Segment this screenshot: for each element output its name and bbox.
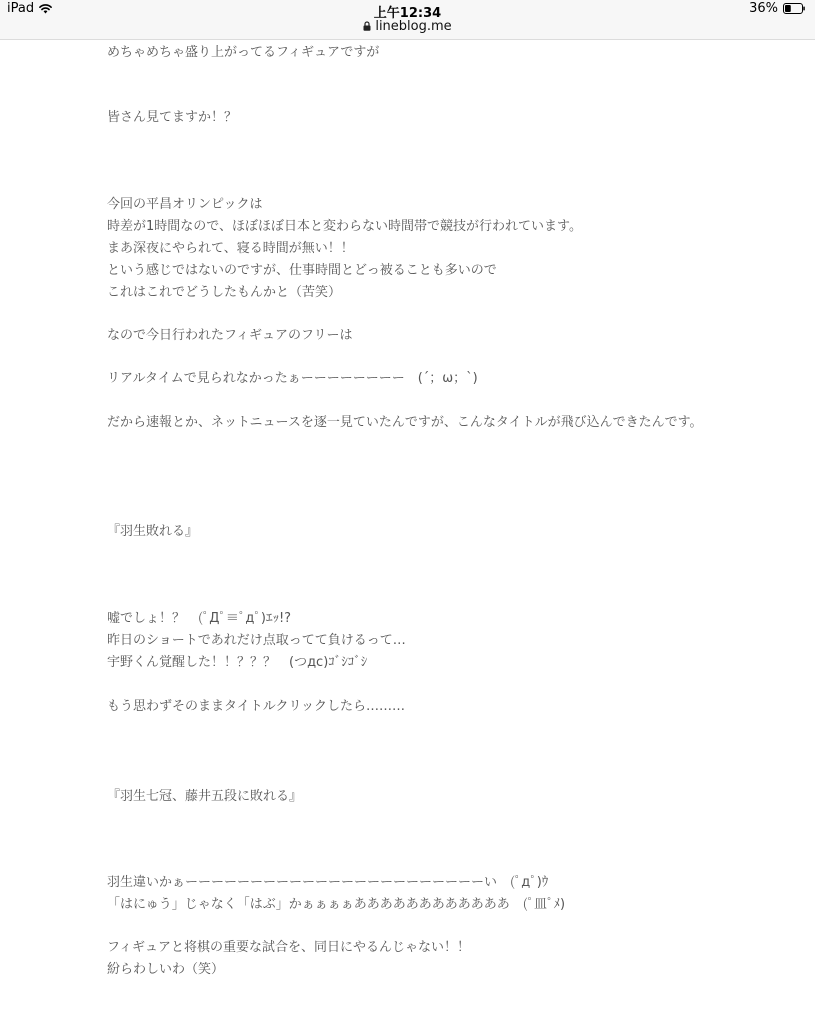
- article-line: だから速報とか、ネットニュースを逐一見ていたんですが、こんなタイトルが飛び込んできたんです。: [107, 415, 703, 430]
- article-line: という感じではないのですが、仕事時間とどっ被ることも多いので: [107, 263, 497, 278]
- article-line: 時差が1時間なので、ほぼほぼ日本と変わらない時間帯で競技が行われています。: [107, 219, 582, 234]
- article-line: まあ深夜にやられて、寝る時間が無い！！: [107, 241, 354, 256]
- article-heading: 『羽生七冠、藤井五段に敗れる』: [107, 789, 303, 804]
- browser-status-bar: [0, 0, 815, 40]
- clock: 上午12:34: [373, 6, 442, 21]
- battery-percent: 36%: [749, 1, 778, 16]
- article-line: フィギュアと将棋の重要な試合を、同日にやるんじゃない！！: [107, 940, 470, 955]
- url-text: lineblog.me: [375, 19, 452, 34]
- battery-icon: [783, 3, 805, 14]
- article-line: 宇野くん覚醒した！！？？？ (つдc)ｺﾞｼｺﾞｼ: [107, 655, 368, 670]
- article-line: 嘘でしょ！？ (ﾟДﾟ≡ﾟдﾟ)ｴｯ!?: [107, 611, 292, 626]
- article-line: なので今日行われたフィギュアのフリーは: [107, 328, 353, 343]
- article-line: 紛らわしいわ（笑）: [107, 962, 225, 977]
- address-bar[interactable]: [0, 19, 815, 34]
- article-line: 羽生違いかぁーーーーーーーーーーーーーーーーーーーーーーーい (ﾟдﾟ)ｳ: [107, 875, 549, 890]
- article-line: これはこれでどうしたもんかと（苦笑）: [107, 285, 342, 300]
- article-line: 皆さん見てますか！？: [107, 110, 238, 125]
- article-line: 「はにゅう」じゃなく「はぶ」かぁぁぁぁああああああああああああ (ﾟ皿ﾟﾒ): [107, 897, 566, 912]
- article-line: もう思わずそのままタイトルクリックしたら………: [107, 699, 405, 714]
- device-name: iPad: [7, 1, 35, 16]
- article-line: リアルタイムで見られなかったぁーーーーーーーー (´；ω；`): [107, 371, 478, 386]
- lock-icon: [363, 21, 371, 31]
- article-line: 今回の平昌オリンピックは: [107, 197, 263, 212]
- article-line: めちゃめちゃ盛り上がってるフィギュアですが: [107, 45, 380, 60]
- battery-status: [749, 1, 805, 16]
- article-line: 昨日のショートであれだけ点取ってて負けるって…: [107, 633, 406, 648]
- article-heading: 『羽生敗れる』: [107, 524, 199, 539]
